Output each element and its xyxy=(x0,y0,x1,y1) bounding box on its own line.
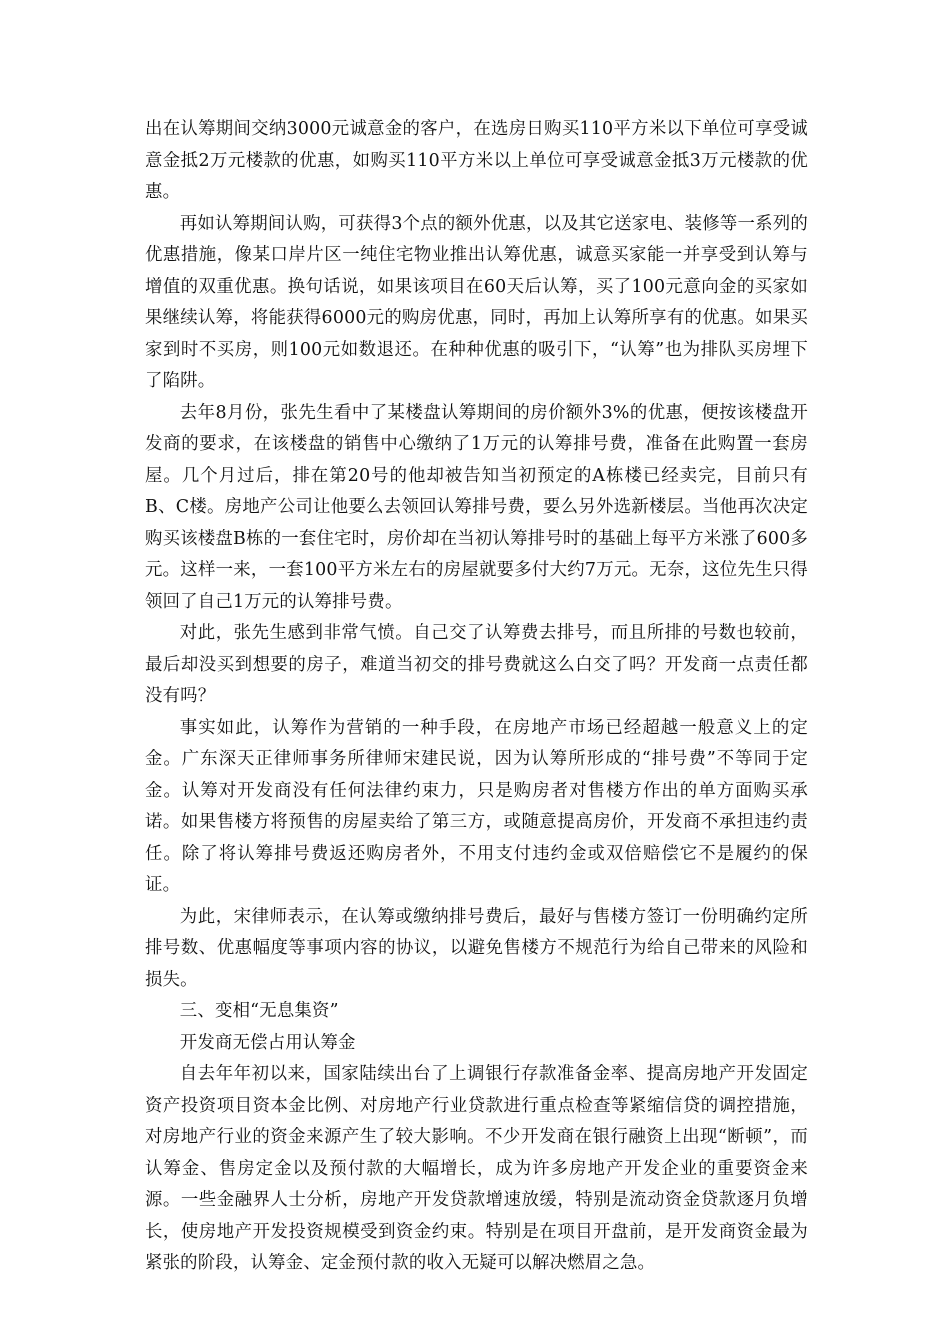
paragraph-subscription-discounts: 再如认筹期间认购，可获得3个点的额外优惠，以及其它送家电、装修等一系列的优惠措施，像某口岸片区一纯住宅物业推出认筹优惠，诚意买家能一并享受到认筹与增值的双重优惠。换句话说，如果该项目在60天后认筹，买了100元意向金的买家如果继续认筹，将能获得6000元的购房优惠，同时，再加上认筹所享有的优惠。如果买家到时不买房，则100元如数退还。在种种优惠的吸引下，“认筹”也为排队买房埋下了陷阱。 xyxy=(145,213,808,391)
paragraph-funding-analysis: 自去年年初以来，国家陆续出台了上调银行存款准备金率、提高房地产开发固定资产投资项目资本金比例、对房地产行业贷款进行重点检查等紧缩信贷的调控措施，对房地产行业的资金来源产生了较大影响。不少开发商在银行融资上出现“断顿”，而认筹金、售房定金以及预付款的大幅增长，成为许多房地产开发企业的重要资金来源。一些金融界人士分析，房地产开发贷款增速放缓，特别是流动资金贷款逐月负增长，使房地产开发投资规模受到资金约束。特别是在项目开盘前，是开发商资金最为紧张的阶段，认筹金、定金预付款的收入无疑可以解决燃眉之急。 xyxy=(145,1064,808,1273)
section-heading: 三、变相“无息集资” xyxy=(179,1001,339,1021)
paragraph-lawyer-opinion: 事实如此，认筹作为营销的一种手段，在房地产市场已经超越一般意义上的定金。广东深天正律师事务所律师宋建民说，因为认筹所形成的“排号费”不等同于定金。认筹对开发商没有任何法律约束力，只是购房者对售楼方作出的单方面购买承诺。如果售楼方将预售的房屋卖给了第三方，或随意提高房价，开发商不承担违约责任。除了将认筹排号费返还购房者外，不用支付违约金或双倍赔偿它不是履约的保证。 xyxy=(145,717,808,895)
paragraph-continuation: 出在认筹期间交纳3000元诚意金的客户，在选房日购买110平方米以下单位可享受诚意金抵2万元楼款的优惠，如购买110平方米以上单位可享受诚意金抵3万元楼款的优惠。 xyxy=(145,119,808,202)
paragraph-case-mr-zhang: 去年8月份，张先生看中了某楼盘认筹期间的房价额外3%的优惠，便按该楼盘开发商的要求，在该楼盘的销售中心缴纳了1万元的认筹排号费，准备在此购置一套房屋。几个月过后，排在第20号的他却被告知当初预定的A栋楼已经卖完，目前只有B、C楼。房地产公司让他要么去领回认筹排号费，要么另外选新楼层。当他再次决定购买该楼盘B栋的一套住宅时，房价却在当初认筹排号时的基础上每平方米涨了600多元。这样一来，一套100平方米左右的房屋就要多付大约7万元。无奈，这位先生只得领回了自己1万元的认筹排号费。 xyxy=(145,402,808,612)
document-page xyxy=(145,114,808,1280)
section-subheading: 开发商无偿占用认筹金 xyxy=(179,1032,356,1053)
paragraph-lawyer-advice: 为此，宋律师表示，在认筹或缴纳排号费后，最好与售楼方签订一份明确约定所排号数、优惠幅度等事项内容的协议，以避免售楼方不规范行为给自己带来的风险和损失。 xyxy=(145,906,808,990)
paragraph-mr-zhang-anger: 对此，张先生感到非常气愤。自己交了认筹费去排号，而且所排的号数也较前，最后却没买到想要的房子，难道当初交的排号费就这么白交了吗？开发商一点责任都没有吗？ xyxy=(145,623,808,706)
